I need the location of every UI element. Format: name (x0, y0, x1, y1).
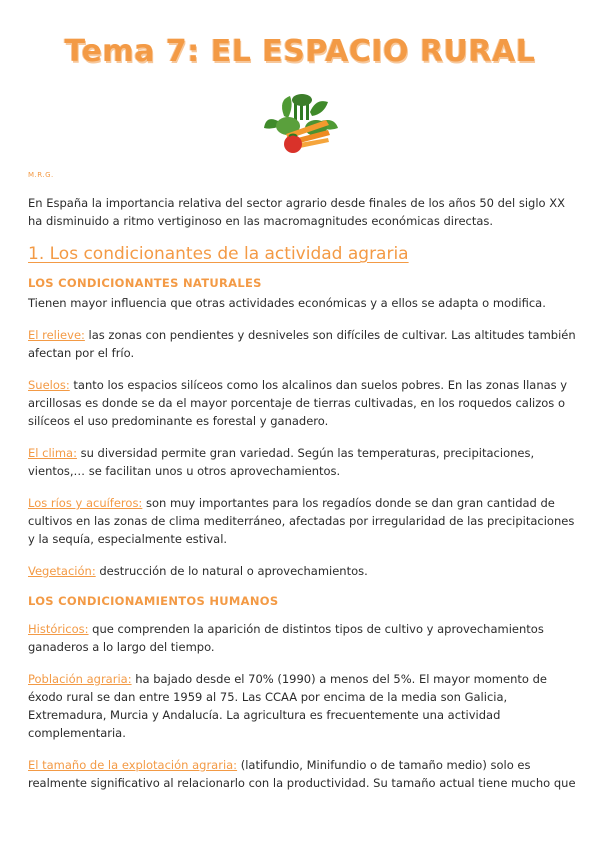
term-label: Históricos: (28, 622, 89, 636)
page-title: Tema 7: EL ESPACIO RURAL (64, 34, 536, 69)
paragraph-vegetacion: Vegetación: destrucción de lo natural o aprovechamientos. (28, 564, 368, 578)
paragraph-suelos: Suelos: tanto los espacios silíceos como los alcalinos dan suelos pobres. En las zonas llanas y arcillosas es donde se da el mayor porcentaje de tierras cultivadas, en los roquedos calizos o silíceos el uso predominante es forestal y ganadero. (28, 378, 568, 428)
term-label: Suelos: (28, 378, 70, 392)
author-initials: M.R.G. (28, 171, 54, 179)
paragraph-poblacion: Población agraria: ha bajado desde el 70% (1990) a menos del 5%. El mayor momento de éxodo rural se dan entre 1959 al 75. Las CCAA por encima de la media son Galicia, Extremadura, Murcia y Andalucía. La agricultura es frecuentemente una actividad complementaria. (28, 672, 547, 740)
section-heading: 1. Los condicionantes de la actividad agraria (28, 244, 409, 264)
subsection-heading-naturales: LOS CONDICIONANTES NATURALES (28, 276, 262, 290)
paragraph-tamano-explotacion: El tamaño de la explotación agraria: (latifundio, Minifundio o de tamaño medio) solo es realmente significativo al relacionarlo con la productividad. Su tamaño actual tiene mucho que (28, 758, 576, 790)
paragraph-clima: El clima: su diversidad permite gran variedad. Según las temperaturas, precipitaciones, vientos,… se facilitan unos u otros aprovechamientos. (28, 446, 535, 478)
paragraph-relieve: El relieve: las zonas con pendientes y desniveles son difíciles de cultivar. Las altitudes también afectan por el frío. (28, 328, 576, 360)
vegetables-illustration (258, 92, 342, 156)
naturales-intro: Tienen mayor influencia que otras actividades económicas y a ellos se adapta o modifica. (28, 296, 546, 310)
term-label: Población agraria: (28, 672, 132, 686)
document-body (28, 194, 576, 806)
subsection-heading-humanos: LOS CONDICIONAMIENTOS HUMANOS (28, 594, 279, 608)
term-label: El tamaño de la explotación agraria: (28, 758, 238, 772)
paragraph-historicos: Históricos: que comprenden la aparición de distintos tipos de cultivo y aprovechamientos ganaderos a lo largo del tiempo. (28, 622, 544, 654)
intro-paragraph: En España la importancia relativa del sector agrario desde finales de los años 50 del siglo XX ha disminuido a ritmo vertiginoso en las macromagnitudes económicas directas. (28, 196, 565, 228)
term-label: Los ríos y acuíferos: (28, 496, 143, 510)
term-label: Vegetación: (28, 564, 96, 578)
paragraph-rios: Los ríos y acuíferos: son muy importantes para los regadíos donde se dan gran cantidad de cultivos en las zonas de clima mediterráneo, afectadas por irregularidad de las precipitaciones y la sequía, especialmente estival. (28, 496, 575, 546)
term-label: El relieve: (28, 328, 85, 342)
term-label: El clima: (28, 446, 77, 460)
